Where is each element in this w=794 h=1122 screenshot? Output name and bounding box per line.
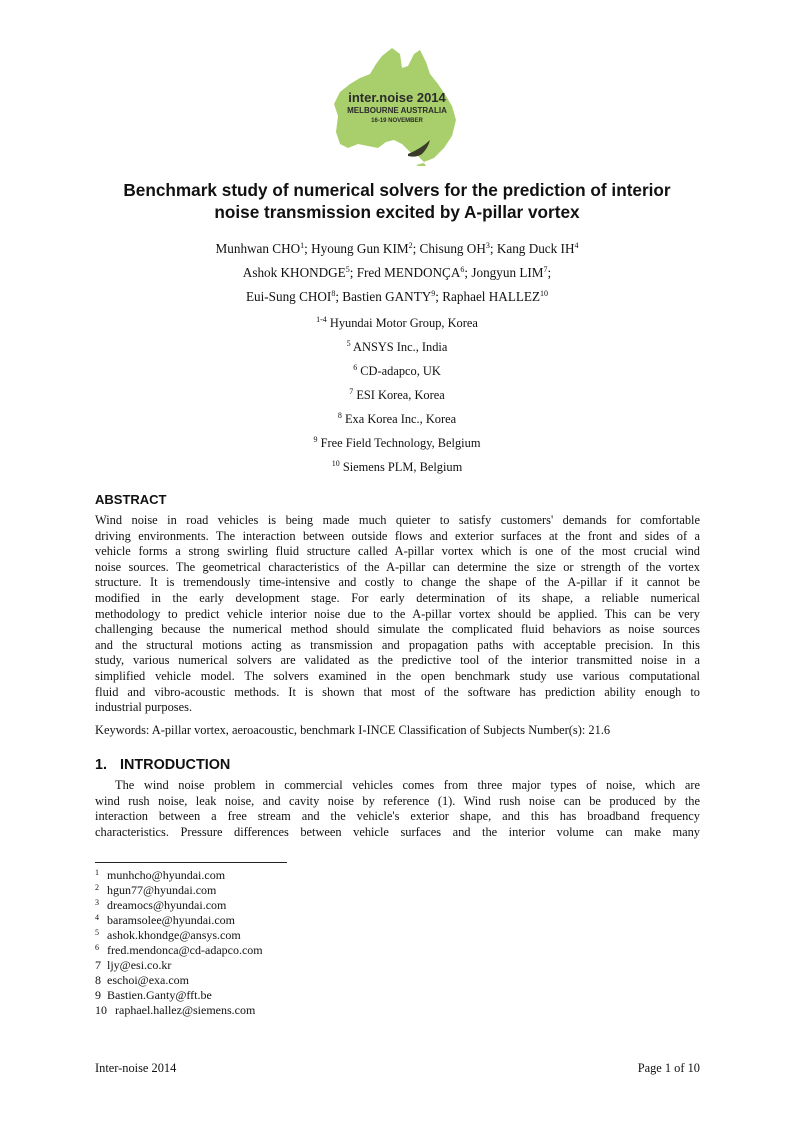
australia-map-logo	[330, 44, 464, 166]
author: Bastien GANTY	[342, 289, 432, 304]
footnote: 3 dreamocs@hyundai.com	[95, 898, 227, 912]
abstract-line: challenging because the numerical method should simulate the complicated fluid behaviors as noise sources	[95, 622, 700, 637]
author-line-2	[60, 261, 734, 285]
affiliation-text: ANSYS Inc., India	[350, 340, 448, 354]
author-sep: ;	[464, 265, 472, 280]
section-heading	[95, 757, 230, 773]
conference-logo	[330, 44, 464, 166]
affiliation-sup: 5	[346, 339, 351, 348]
paper-title	[60, 179, 734, 223]
author-line-3	[60, 285, 734, 309]
author-sep: ;	[349, 265, 357, 280]
author: Jongyun LIM	[471, 265, 544, 280]
abstract-line: modified in the early development stage. For early determination of its shape, a reliable numerical	[95, 590, 700, 605]
tasmania-shape	[416, 163, 426, 166]
keywords: Keywords: A-pillar vortex, aeroacoustic, benchmark I-INCE Classification of Subjects Number(s): 21.6	[95, 723, 611, 737]
footer-conference: Inter-noise 2014	[95, 1061, 177, 1075]
affiliation	[60, 455, 734, 479]
footnote-email[interactable]: baramsolee@hyundai.com	[107, 913, 236, 927]
footnote-email[interactable]: raphael.hallez@siemens.com	[115, 1003, 256, 1017]
footnote-mark: 10	[95, 1003, 107, 1017]
footnote: 4 baramsolee@hyundai.com	[95, 913, 236, 927]
footnote-mark: 8	[95, 973, 101, 987]
introduction-body	[95, 778, 700, 840]
author-sup: 6	[460, 265, 465, 274]
author: Kang Duck IH	[496, 241, 575, 256]
author-sep: ;	[304, 241, 312, 256]
footnote: 1 munhcho@hyundai.com	[95, 868, 226, 882]
affiliation	[60, 335, 734, 359]
title-line-2: noise transmission excited by A-pillar vortex	[214, 202, 580, 222]
intro-line: characteristics. Pressure differences between vehicle surfaces and the interior volume can make many	[95, 824, 700, 839]
footnote: 6 fred.mendonca@cd-adapco.com	[95, 943, 263, 957]
author-line-1	[60, 237, 734, 261]
author-sup: 9	[431, 289, 436, 298]
affiliation-text: Exa Korea Inc., Korea	[341, 412, 457, 426]
author: Eui-Sung CHOI	[245, 289, 332, 304]
intro-line: The wind noise problem in commercial vehicles comes from three major types of noise, which are	[115, 778, 700, 792]
author-sup: 5	[345, 265, 350, 274]
footnote-email[interactable]: eschoi@exa.com	[107, 973, 190, 987]
logo-text-1: inter.noise 2014	[348, 90, 446, 105]
abstract-line: driving environments. The interaction between outside flows and exterior surfaces at the front and sides of a	[95, 528, 700, 543]
footnote-email[interactable]: ashok.khondge@ansys.com	[107, 928, 241, 942]
author-sup: 2	[408, 241, 413, 250]
author-sep: ;	[489, 241, 497, 256]
intro-line: interaction between a free stream and the vehicle's exterior shape, and this has broadband frequency	[95, 809, 700, 824]
affiliation	[60, 407, 734, 431]
abstract-line: Wind noise in road vehicles is being made much quieter to satisfy customers' demands for comfortable	[95, 513, 700, 527]
footnote	[95, 1003, 263, 1018]
footer-page-number: Page 1 of 10	[637, 1061, 700, 1075]
logo-text-2: MELBOURNE AUSTRALIA	[347, 106, 447, 115]
section-title: INTRODUCTION	[120, 757, 231, 773]
affiliation-sup: 7	[349, 387, 354, 396]
affiliation-list	[60, 311, 734, 479]
author-sup: 3	[485, 241, 490, 250]
footnote-list	[95, 868, 263, 1018]
author-sep: ;	[547, 265, 552, 280]
footnote-divider	[95, 862, 287, 863]
affiliation-text: ESI Korea, Korea	[353, 388, 445, 402]
affiliation-text: Free Field Technology, Belgium	[317, 436, 481, 450]
affiliation	[60, 383, 734, 407]
abstract-line: industrial purposes.	[95, 700, 193, 715]
intro-line: wind rush noise, leak noise, and cavity noise by reference (1). Wind rush noise can be produced by the	[95, 793, 700, 808]
author-sup: 10	[540, 289, 549, 298]
affiliation-text: CD-adapco, UK	[357, 364, 441, 378]
title-line-1: Benchmark study of numerical solvers for the prediction of interior	[123, 180, 671, 200]
footnote	[95, 958, 263, 973]
affiliation-sup: 1-4	[316, 315, 327, 324]
author-sup: 1	[300, 241, 305, 250]
author-list	[60, 237, 734, 309]
author-sup: 7	[543, 265, 548, 274]
author: Chisung OH	[419, 241, 486, 256]
abstract-line: vehicle forms a strong swirling fluid structure called A-pillar vortex which is one of the most crucial wind	[95, 544, 700, 559]
footnote-email[interactable]: dreamocs@hyundai.com	[107, 898, 227, 912]
author-sup: 8	[331, 289, 336, 298]
abstract-line: structure. It is tremendously time-intensive and costly to change the shape of the A-pillar if it cannot be	[95, 575, 700, 590]
section-number: 1.	[95, 757, 108, 773]
footnote	[95, 988, 263, 1003]
affiliation-sup: 9	[313, 435, 318, 444]
author: Fred MENDONÇA	[356, 265, 461, 280]
footnote-email[interactable]: ljy@esi.co.kr	[107, 958, 172, 972]
abstract-line: noise sources. The geometrical characteristics of the A-pillar can determine the size or strength of the vortex	[95, 559, 700, 574]
footnote-mark: 9	[95, 988, 101, 1002]
affiliation	[60, 431, 734, 455]
affiliation	[60, 359, 734, 383]
abstract-line: simplified vehicle model. The solvers examined in the open benchmark study use various computational	[95, 668, 700, 683]
affiliation-text: Hyundai Motor Group, Korea	[326, 316, 478, 330]
footnote: 5 ashok.khondge@ansys.com	[95, 928, 241, 942]
footnote-email[interactable]: hgun77@hyundai.com	[107, 883, 217, 897]
author-sep: ;	[335, 289, 343, 304]
abstract-line: methodology to predict vehicle interior noise due to the A-pillar vortex should be applied. This can be very	[95, 606, 700, 621]
footnote-email[interactable]: Bastien.Ganty@fft.be	[107, 988, 212, 1002]
affiliation-sup: 6	[353, 363, 358, 372]
author: Munhwan CHO	[215, 241, 301, 256]
affiliation-text: Siemens PLM, Belgium	[339, 460, 463, 474]
author-sup: 4	[574, 241, 579, 250]
abstract-line: fluid and vibro-acoustic methods. It is shown that most of the software has prediction ability enough to	[95, 684, 700, 699]
affiliation	[60, 311, 734, 335]
abstract-heading: ABSTRACT	[95, 492, 167, 507]
author: Raphael HALLEZ	[442, 289, 541, 304]
footnote-mark: 7	[95, 958, 101, 972]
footnote	[95, 973, 263, 988]
affiliation-sup: 8	[337, 411, 342, 420]
footnote: 2 hgun77@hyundai.com	[95, 883, 217, 897]
affiliation-sup: 10	[331, 459, 340, 468]
footnote-email[interactable]: fred.mendonca@cd-adapco.com	[107, 943, 263, 957]
author-sep: ;	[412, 241, 420, 256]
logo-text-3: 16-19 NOVEMBER	[371, 118, 423, 124]
australia-map-shape	[334, 48, 456, 162]
abstract-line: study, various numerical solvers are validated as the predictive tool of the interior transmitted noise in a	[95, 653, 700, 668]
abstract-body	[95, 513, 700, 716]
author: Hyoung Gun KIM	[311, 241, 409, 256]
author-sep: ;	[435, 289, 443, 304]
author: Ashok KHONDGE	[242, 265, 346, 280]
abstract-line: and the structural motions acting as transmission and propagation paths with acceptable precision. In this	[95, 637, 700, 652]
footnote-email[interactable]: munhcho@hyundai.com	[107, 868, 226, 882]
